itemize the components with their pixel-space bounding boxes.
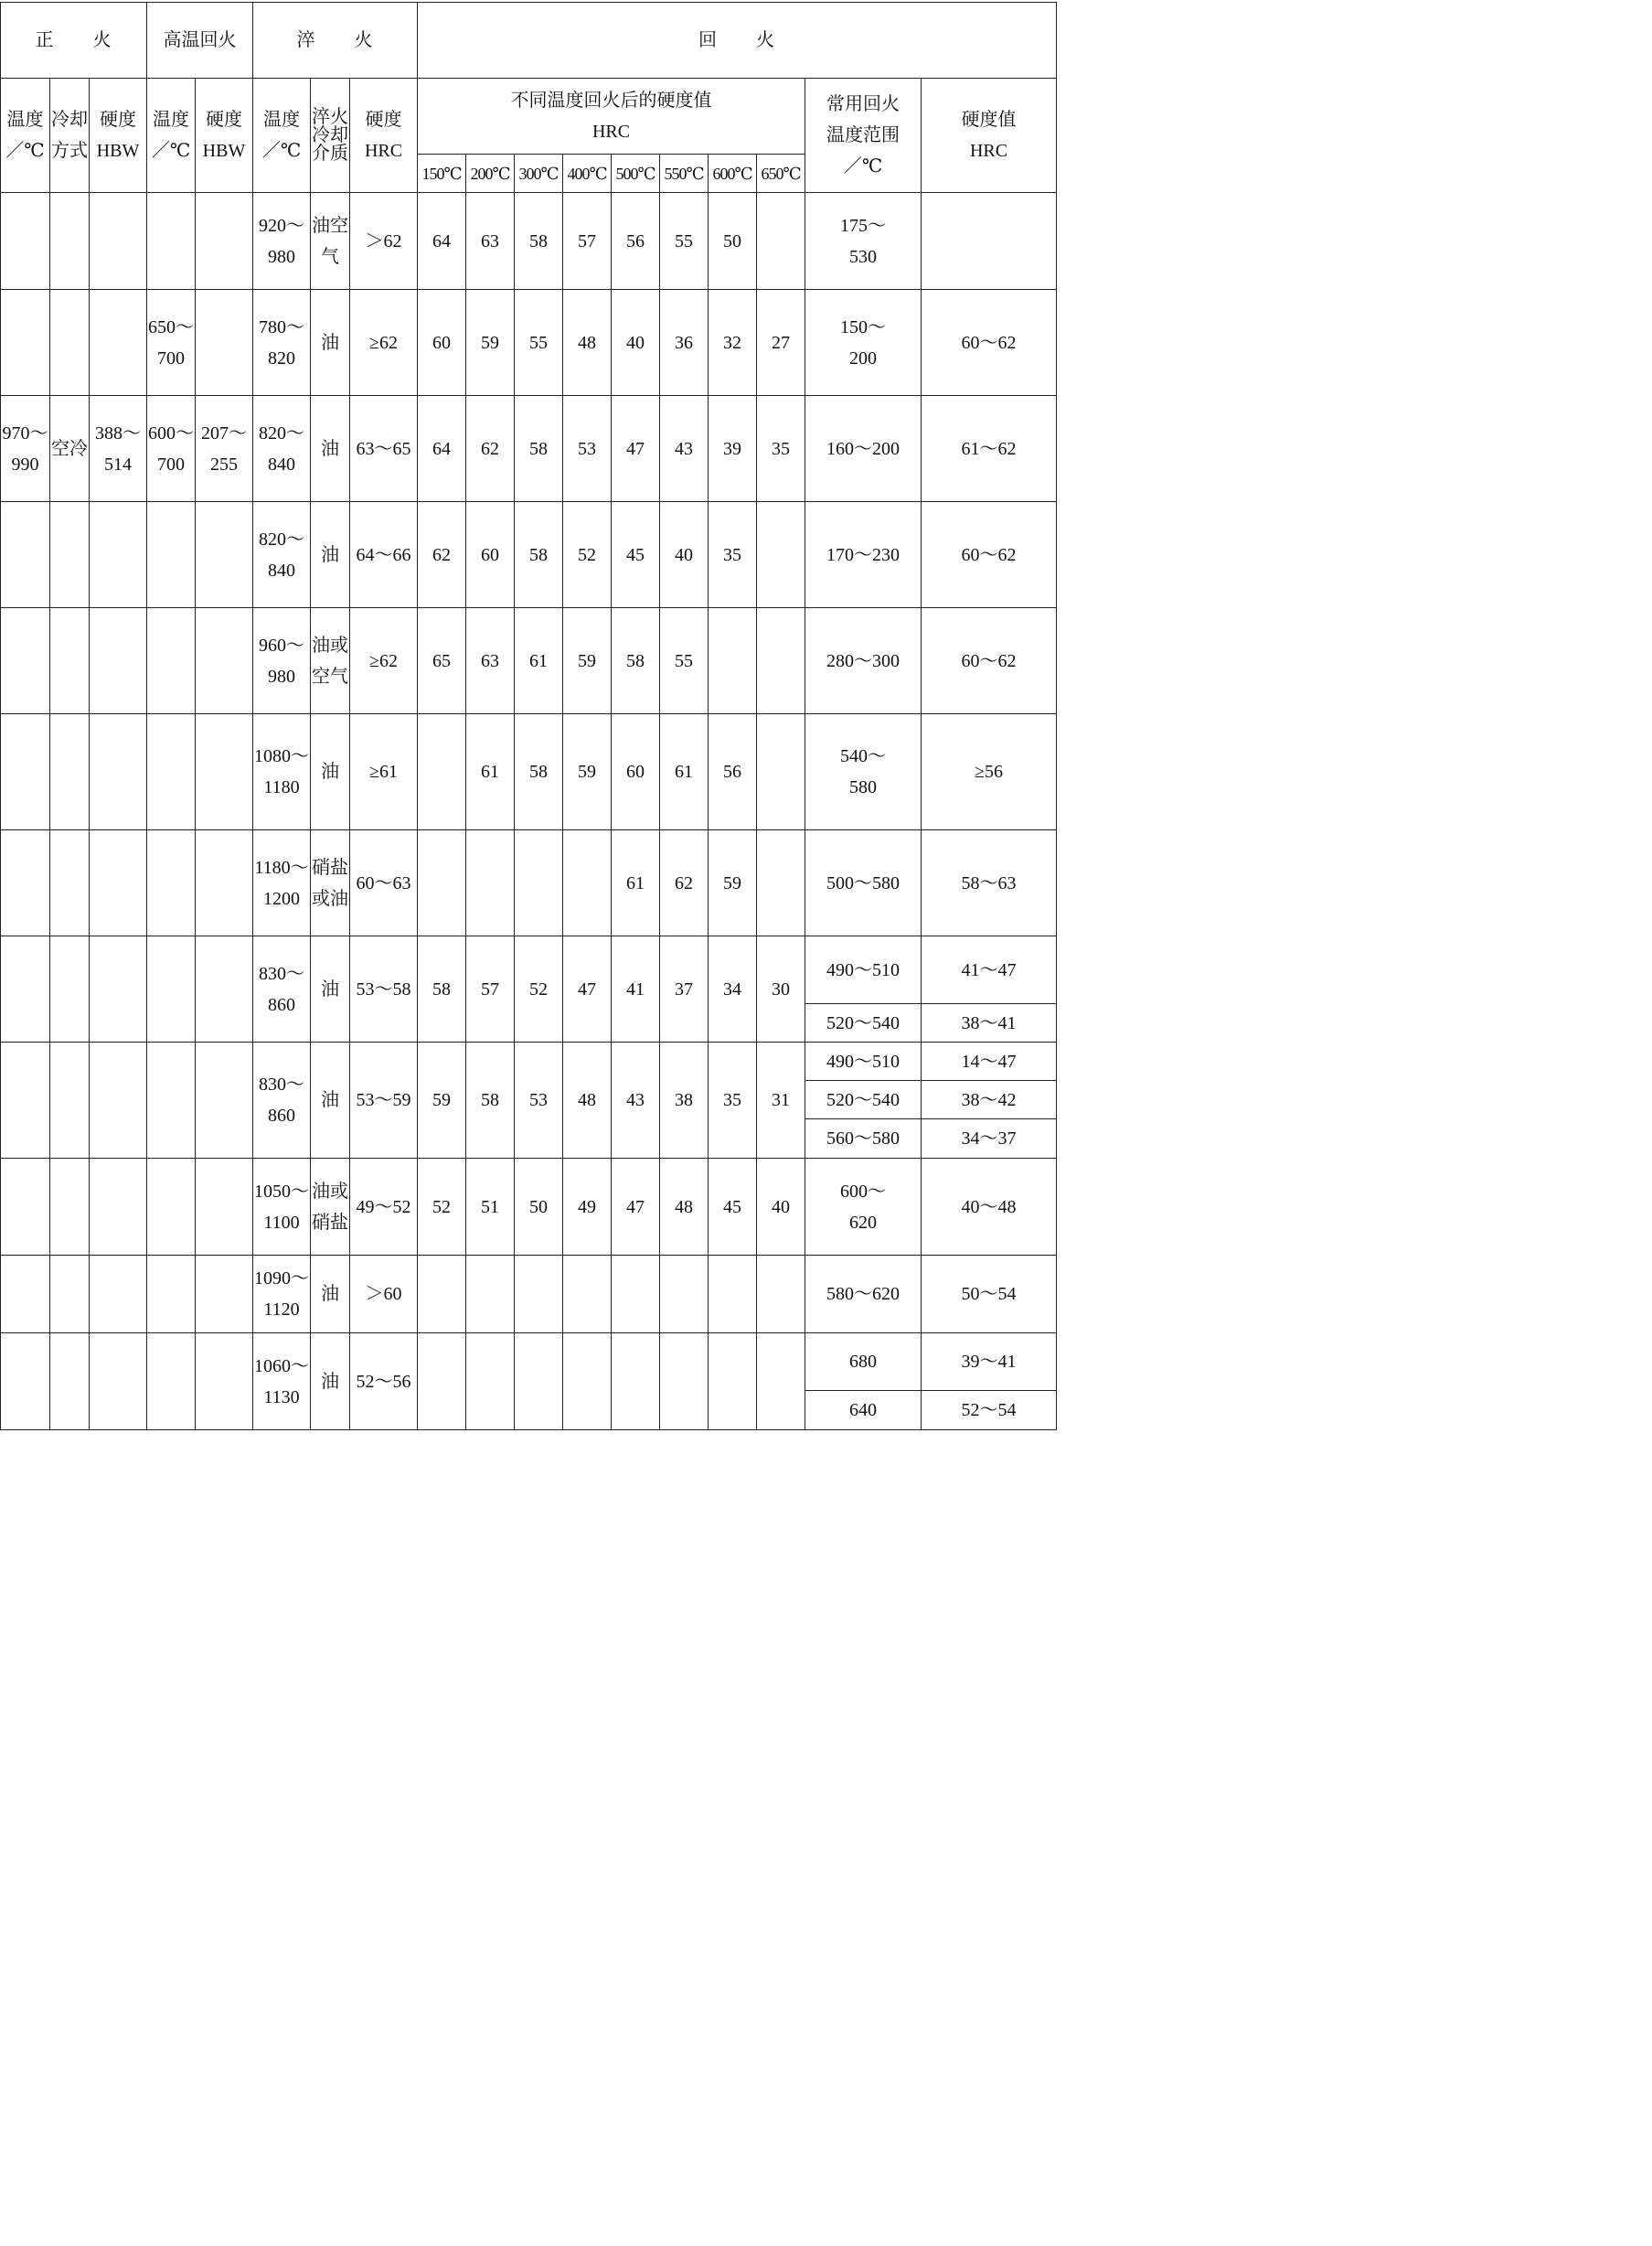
hrc-at-temp-cell: 32 <box>709 290 757 396</box>
hrc-at-temp-cell: 36 <box>660 290 709 396</box>
common-range-cell: 150～ 200 <box>805 290 922 396</box>
common-range-cell: 490～510 <box>805 936 922 1004</box>
ht-hbw-cell <box>196 936 253 1043</box>
hrc-at-temp-cell: 60 <box>612 714 660 830</box>
hrc-at-temp-cell <box>757 502 805 608</box>
hardness-value-cell: ≥56 <box>922 714 1057 830</box>
common-range-cell: 175～ 530 <box>805 193 922 290</box>
hrc-at-temp-cell: 59 <box>466 290 515 396</box>
hrc-at-temp-cell: 50 <box>515 1159 563 1256</box>
ht-hbw-cell <box>196 1256 253 1333</box>
quench-hrc-cell: 52～56 <box>350 1333 418 1430</box>
ht-hbw-cell <box>196 608 253 714</box>
header-temp-5: 550℃ <box>660 155 709 193</box>
hrc-at-temp-cell: 59 <box>563 714 612 830</box>
normalizing-temp-cell <box>1 608 50 714</box>
hrc-at-temp-cell: 55 <box>660 193 709 290</box>
hrc-at-temp-cell: 37 <box>660 936 709 1043</box>
hrc-at-temp-cell: 41 <box>612 936 660 1043</box>
hrc-at-temp-cell <box>757 1256 805 1333</box>
header-temp-6: 600℃ <box>709 155 757 193</box>
ht-temp-cell <box>147 1043 196 1159</box>
hrc-at-temp-cell <box>612 1333 660 1430</box>
common-range-cell: 520～540 <box>805 1081 922 1119</box>
header-temp-0: 150℃ <box>418 155 466 193</box>
table-row <box>1 3 1057 79</box>
hrc-at-temp-cell: 59 <box>709 830 757 936</box>
hrc-at-temp-cell: 45 <box>612 502 660 608</box>
hrc-at-temp-cell: 47 <box>612 396 660 502</box>
quench-medium-cell: 油 <box>311 1256 350 1333</box>
ht-hbw-cell: 207～ 255 <box>196 396 253 502</box>
cooling-method-cell <box>50 608 90 714</box>
hardness-value-cell: 38～41 <box>922 1004 1057 1043</box>
quench-medium-cell: 油 <box>311 502 350 608</box>
cooling-method-cell <box>50 714 90 830</box>
table-row <box>1 1159 1057 1256</box>
quench-temp-cell: 830～ 860 <box>253 1043 311 1159</box>
header-temp-2: 300℃ <box>515 155 563 193</box>
header-temp-4: 500℃ <box>612 155 660 193</box>
cooling-method-cell <box>50 193 90 290</box>
quench-medium-cell: 油 <box>311 936 350 1043</box>
hrc-at-temp-cell: 62 <box>418 502 466 608</box>
common-range-cell: 520～540 <box>805 1004 922 1043</box>
hrc-at-temp-cell <box>418 714 466 830</box>
quench-medium-cell: 油 <box>311 290 350 396</box>
ht-hbw-cell <box>196 1333 253 1430</box>
hardness-value-cell: 41～47 <box>922 936 1057 1004</box>
hrc-at-temp-cell <box>515 1333 563 1430</box>
header-normalizing-hbw: 硬度 HBW <box>90 79 147 193</box>
normalizing-temp-cell <box>1 1159 50 1256</box>
hrc-at-temp-cell: 64 <box>418 193 466 290</box>
normalizing-hbw-cell <box>90 1333 147 1430</box>
normalizing-temp-cell: 970～ 990 <box>1 396 50 502</box>
hrc-at-temp-cell: 59 <box>418 1043 466 1159</box>
quench-temp-cell: 1090～ 1120 <box>253 1256 311 1333</box>
hrc-at-temp-cell <box>709 608 757 714</box>
header-hardness-value: 硬度值 HRC <box>922 79 1057 193</box>
normalizing-temp-cell <box>1 193 50 290</box>
hrc-at-temp-cell: 48 <box>563 1043 612 1159</box>
hrc-at-temp-cell: 38 <box>660 1043 709 1159</box>
quench-temp-cell: 830～ 860 <box>253 936 311 1043</box>
header-ht-hbw: 硬度 HBW <box>196 79 253 193</box>
normalizing-hbw-cell <box>90 830 147 936</box>
cooling-method-cell <box>50 830 90 936</box>
hrc-at-temp-cell: 39 <box>709 396 757 502</box>
quench-medium-cell: 油 <box>311 714 350 830</box>
hrc-at-temp-cell: 56 <box>612 193 660 290</box>
normalizing-hbw-cell <box>90 608 147 714</box>
quench-hrc-cell: ≥61 <box>350 714 418 830</box>
header-high-temp-tempering: 高温回火 <box>147 3 253 79</box>
table-row <box>1 396 1057 502</box>
hrc-at-temp-cell <box>757 830 805 936</box>
quench-hrc-cell: ＞60 <box>350 1256 418 1333</box>
quench-medium-cell: 油或 硝盐 <box>311 1159 350 1256</box>
hrc-at-temp-cell: 59 <box>563 608 612 714</box>
common-range-cell: 560～580 <box>805 1119 922 1159</box>
quench-medium-cell: 油或 空气 <box>311 608 350 714</box>
quench-medium-cell: 油空 气 <box>311 193 350 290</box>
normalizing-hbw-cell: 388～ 514 <box>90 396 147 502</box>
table-row <box>1 79 1057 155</box>
hrc-at-temp-cell <box>466 830 515 936</box>
header-normalizing-temp: 温度 ／℃ <box>1 79 50 193</box>
header-normalizing: 正 火 <box>1 3 147 79</box>
common-range-cell: 600～ 620 <box>805 1159 922 1256</box>
hrc-at-temp-cell: 64 <box>418 396 466 502</box>
hrc-at-temp-cell: 63 <box>466 608 515 714</box>
hrc-at-temp-cell: 51 <box>466 1159 515 1256</box>
hrc-at-temp-cell: 47 <box>563 936 612 1043</box>
hrc-at-temp-cell: 60 <box>466 502 515 608</box>
quench-hrc-cell: ＞62 <box>350 193 418 290</box>
header-quenching: 淬 火 <box>253 3 418 79</box>
header-quench-temp: 温度 ／℃ <box>253 79 311 193</box>
hrc-at-temp-cell <box>660 1256 709 1333</box>
header-temp-1: 200℃ <box>466 155 515 193</box>
header-ht-temp: 温度 ／℃ <box>147 79 196 193</box>
hardness-value-cell: 58～63 <box>922 830 1057 936</box>
quench-temp-cell: 920～ 980 <box>253 193 311 290</box>
normalizing-hbw-cell <box>90 290 147 396</box>
hrc-at-temp-cell: 31 <box>757 1043 805 1159</box>
hardness-value-cell <box>922 193 1057 290</box>
hrc-at-temp-cell <box>660 1333 709 1430</box>
table-row <box>1 936 1057 1004</box>
hrc-at-temp-cell: 40 <box>660 502 709 608</box>
hrc-at-temp-cell: 55 <box>660 608 709 714</box>
normalizing-hbw-cell <box>90 936 147 1043</box>
ht-temp-cell <box>147 714 196 830</box>
hrc-at-temp-cell: 58 <box>515 193 563 290</box>
common-range-cell: 540～ 580 <box>805 714 922 830</box>
quench-medium-cell: 油 <box>311 1043 350 1159</box>
common-range-cell: 280～300 <box>805 608 922 714</box>
ht-temp-cell <box>147 1159 196 1256</box>
hrc-at-temp-cell: 58 <box>515 396 563 502</box>
common-range-cell: 640 <box>805 1391 922 1430</box>
quench-temp-cell: 1080～ 1180 <box>253 714 311 830</box>
hardness-value-cell: 34～37 <box>922 1119 1057 1159</box>
header-tempering: 回 火 <box>418 3 1057 79</box>
hardness-value-cell: 38～42 <box>922 1081 1057 1119</box>
hardness-value-cell: 39～41 <box>922 1333 1057 1391</box>
hrc-at-temp-cell <box>515 1256 563 1333</box>
hrc-at-temp-cell: 62 <box>660 830 709 936</box>
quench-hrc-cell: 63～65 <box>350 396 418 502</box>
hrc-at-temp-cell <box>757 193 805 290</box>
hrc-at-temp-cell <box>563 1256 612 1333</box>
hrc-at-temp-cell: 60 <box>418 290 466 396</box>
hrc-at-temp-cell <box>466 1256 515 1333</box>
table-row <box>1 714 1057 830</box>
hrc-at-temp-cell: 57 <box>563 193 612 290</box>
cooling-method-cell <box>50 1333 90 1430</box>
quench-medium-cell: 油 <box>311 396 350 502</box>
cooling-method-cell <box>50 1043 90 1159</box>
ht-hbw-cell <box>196 714 253 830</box>
cooling-method-cell <box>50 1256 90 1333</box>
quench-medium-cell: 油 <box>311 1333 350 1430</box>
normalizing-hbw-cell <box>90 714 147 830</box>
common-range-cell: 160～200 <box>805 396 922 502</box>
hrc-at-temp-cell: 52 <box>515 936 563 1043</box>
header-hardness-at-temps: 不同温度回火后的硬度值 HRC <box>418 79 805 155</box>
hrc-at-temp-cell: 56 <box>709 714 757 830</box>
quench-temp-cell: 1050～ 1100 <box>253 1159 311 1256</box>
normalizing-temp-cell <box>1 936 50 1043</box>
ht-temp-cell <box>147 193 196 290</box>
hrc-at-temp-cell: 52 <box>418 1159 466 1256</box>
hrc-at-temp-cell: 40 <box>612 290 660 396</box>
hrc-at-temp-cell: 52 <box>563 502 612 608</box>
hrc-at-temp-cell <box>418 1256 466 1333</box>
quench-hrc-cell: ≥62 <box>350 290 418 396</box>
common-range-cell: 170～230 <box>805 502 922 608</box>
hardness-value-cell: 14～47 <box>922 1043 1057 1081</box>
quench-temp-cell: 820～ 840 <box>253 396 311 502</box>
ht-temp-cell <box>147 1333 196 1430</box>
hrc-at-temp-cell: 35 <box>709 1043 757 1159</box>
hrc-at-temp-cell <box>757 608 805 714</box>
hrc-at-temp-cell <box>709 1333 757 1430</box>
table-row <box>1 1256 1057 1333</box>
hrc-at-temp-cell <box>612 1256 660 1333</box>
normalizing-hbw-cell <box>90 193 147 290</box>
normalizing-temp-cell <box>1 502 50 608</box>
normalizing-hbw-cell <box>90 1256 147 1333</box>
normalizing-temp-cell <box>1 1256 50 1333</box>
hrc-at-temp-cell: 35 <box>709 502 757 608</box>
hrc-at-temp-cell: 47 <box>612 1159 660 1256</box>
common-range-cell: 500～580 <box>805 830 922 936</box>
quench-hrc-cell: 49～52 <box>350 1159 418 1256</box>
hrc-at-temp-cell: 58 <box>418 936 466 1043</box>
hrc-at-temp-cell: 61 <box>612 830 660 936</box>
hrc-at-temp-cell: 55 <box>515 290 563 396</box>
hrc-at-temp-cell: 50 <box>709 193 757 290</box>
common-range-cell: 580～620 <box>805 1256 922 1333</box>
hrc-at-temp-cell <box>466 1333 515 1430</box>
ht-hbw-cell <box>196 1159 253 1256</box>
hrc-at-temp-cell: 34 <box>709 936 757 1043</box>
quench-temp-cell: 1060～ 1130 <box>253 1333 311 1430</box>
header-quench-medium: 淬火 冷却 介质 <box>311 79 350 193</box>
hrc-at-temp-cell: 58 <box>612 608 660 714</box>
hrc-at-temp-cell: 62 <box>466 396 515 502</box>
hrc-at-temp-cell: 45 <box>709 1159 757 1256</box>
quench-temp-cell: 820～ 840 <box>253 502 311 608</box>
quench-temp-cell: 960～ 980 <box>253 608 311 714</box>
quench-hrc-cell: ≥62 <box>350 608 418 714</box>
hardness-value-cell: 60～62 <box>922 290 1057 396</box>
normalizing-hbw-cell <box>90 1159 147 1256</box>
quench-hrc-cell: 64～66 <box>350 502 418 608</box>
ht-temp-cell <box>147 1256 196 1333</box>
hrc-at-temp-cell <box>757 1333 805 1430</box>
ht-temp-cell <box>147 936 196 1043</box>
hrc-at-temp-cell: 53 <box>563 396 612 502</box>
ht-temp-cell <box>147 830 196 936</box>
normalizing-temp-cell <box>1 714 50 830</box>
ht-temp-cell: 650～ 700 <box>147 290 196 396</box>
hardness-value-cell: 60～62 <box>922 608 1057 714</box>
hardness-value-cell: 50～54 <box>922 1256 1057 1333</box>
table-row <box>1 193 1057 290</box>
hrc-at-temp-cell <box>515 830 563 936</box>
hrc-at-temp-cell <box>563 830 612 936</box>
hrc-at-temp-cell: 48 <box>660 1159 709 1256</box>
ht-temp-cell <box>147 502 196 608</box>
hrc-at-temp-cell <box>563 1333 612 1430</box>
table-row <box>1 608 1057 714</box>
ht-hbw-cell <box>196 502 253 608</box>
ht-hbw-cell <box>196 290 253 396</box>
cooling-method-cell <box>50 936 90 1043</box>
hardness-value-cell: 40～48 <box>922 1159 1057 1256</box>
hrc-at-temp-cell: 49 <box>563 1159 612 1256</box>
hardness-value-cell: 60～62 <box>922 502 1057 608</box>
hrc-at-temp-cell: 30 <box>757 936 805 1043</box>
heat-treatment-table <box>0 2 1057 1430</box>
hrc-at-temp-cell: 58 <box>466 1043 515 1159</box>
quench-medium-cell: 硝盐 或油 <box>311 830 350 936</box>
hrc-at-temp-cell: 53 <box>515 1043 563 1159</box>
hrc-at-temp-cell: 63 <box>466 193 515 290</box>
table-row <box>1 502 1057 608</box>
hrc-at-temp-cell <box>709 1256 757 1333</box>
hrc-at-temp-cell: 61 <box>466 714 515 830</box>
normalizing-temp-cell <box>1 1043 50 1159</box>
header-temp-3: 400℃ <box>563 155 612 193</box>
header-cooling-method: 冷却 方式 <box>50 79 90 193</box>
hrc-at-temp-cell: 58 <box>515 714 563 830</box>
table-row <box>1 1043 1057 1081</box>
quench-temp-cell: 1180～ 1200 <box>253 830 311 936</box>
ht-hbw-cell <box>196 1043 253 1159</box>
quench-temp-cell: 780～ 820 <box>253 290 311 396</box>
normalizing-hbw-cell <box>90 502 147 608</box>
hrc-at-temp-cell: 43 <box>660 396 709 502</box>
quench-hrc-cell: 60～63 <box>350 830 418 936</box>
common-range-cell: 490～510 <box>805 1043 922 1081</box>
ht-hbw-cell <box>196 830 253 936</box>
hrc-at-temp-cell: 48 <box>563 290 612 396</box>
cooling-method-cell <box>50 502 90 608</box>
common-range-cell: 680 <box>805 1333 922 1391</box>
hrc-at-temp-cell <box>757 714 805 830</box>
table-body <box>1 3 1057 1430</box>
quench-hrc-cell: 53～59 <box>350 1043 418 1159</box>
hrc-at-temp-cell <box>418 1333 466 1430</box>
table-row <box>1 290 1057 396</box>
cooling-method-cell <box>50 1159 90 1256</box>
normalizing-temp-cell <box>1 830 50 936</box>
hrc-at-temp-cell <box>418 830 466 936</box>
ht-hbw-cell <box>196 193 253 290</box>
quench-hrc-cell: 53～58 <box>350 936 418 1043</box>
hrc-at-temp-cell: 58 <box>515 502 563 608</box>
ht-temp-cell <box>147 608 196 714</box>
hrc-at-temp-cell: 61 <box>660 714 709 830</box>
hrc-at-temp-cell: 43 <box>612 1043 660 1159</box>
hrc-at-temp-cell: 61 <box>515 608 563 714</box>
header-temp-7: 650℃ <box>757 155 805 193</box>
header-quench-hrc: 硬度 HRC <box>350 79 418 193</box>
hrc-at-temp-cell: 40 <box>757 1159 805 1256</box>
ht-temp-cell: 600～ 700 <box>147 396 196 502</box>
normalizing-temp-cell <box>1 1333 50 1430</box>
normalizing-temp-cell <box>1 290 50 396</box>
hardness-value-cell: 52～54 <box>922 1391 1057 1430</box>
cooling-method-cell: 空冷 <box>50 396 90 502</box>
table-row <box>1 1333 1057 1391</box>
table-row <box>1 830 1057 936</box>
hrc-at-temp-cell: 27 <box>757 290 805 396</box>
hrc-at-temp-cell: 65 <box>418 608 466 714</box>
cooling-method-cell <box>50 290 90 396</box>
header-common-range: 常用回火 温度范围 ／℃ <box>805 79 922 193</box>
hrc-at-temp-cell: 35 <box>757 396 805 502</box>
hardness-value-cell: 61～62 <box>922 396 1057 502</box>
hrc-at-temp-cell: 57 <box>466 936 515 1043</box>
normalizing-hbw-cell <box>90 1043 147 1159</box>
